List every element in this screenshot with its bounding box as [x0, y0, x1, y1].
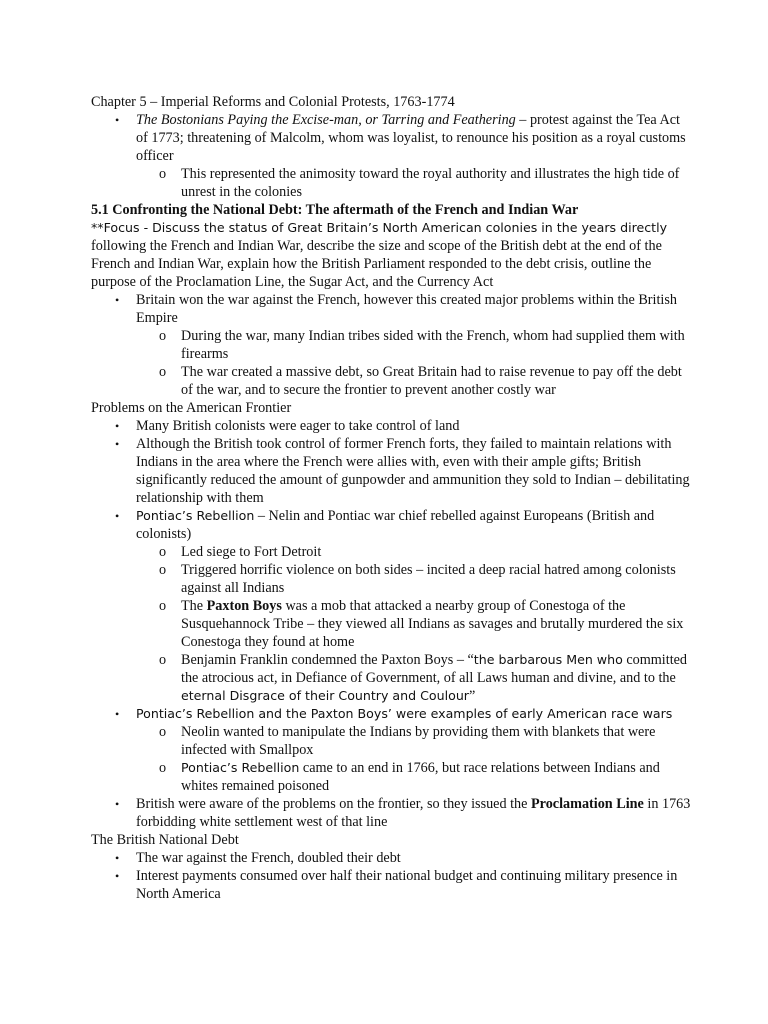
sub-list-item-text: The [181, 598, 207, 614]
section-list-2 [91, 417, 691, 831]
document-page [91, 93, 691, 903]
sub-list-item-text: The war created a massive debt, so Great Britain had to raise revenue to pay off the debt of the war, and to secure the frontier to prevent another costly war [181, 364, 682, 398]
list-item-text: in 1763 forbidding white settlement west of that line [136, 796, 691, 830]
sub-list-item-text: Led siege to Fort Detroit [181, 544, 322, 560]
section-list-1 [91, 291, 691, 399]
list-item-text: Although the British took control of former French forts, they failed to maintain relations with Indians in the area where the French were allies with, even with their ample gifts; British significantly reduced the amount of gunpowder and ammunition they sold to Indian – debilitating relationship with them [136, 436, 690, 506]
list-item [91, 705, 691, 723]
list-item [91, 507, 691, 543]
focus-lead: **Focus - Discuss the status of Great Britain’s North American colonies in the years directly [91, 220, 668, 235]
sub-list-item [91, 561, 691, 597]
circle-bullet-icon: o [159, 652, 167, 668]
list-item-text: The war against the French, doubled their debt [136, 850, 401, 866]
circle-bullet-icon: o [159, 364, 167, 380]
sub-list-item-text: Benjamin Franklin condemned the Paxton Boys – “ [181, 652, 474, 668]
sub-list-item [91, 327, 691, 363]
circle-bullet-icon: o [159, 724, 167, 740]
artwork-title: The Bostonians Paying the Excise-man, or Tarring and Feathering [136, 112, 516, 128]
bullet-icon: • [115, 869, 120, 883]
list-item [91, 435, 691, 507]
list-item-text: – Nelin and Pontiac war chief rebelled against Europeans (British and colonists) [136, 508, 655, 542]
circle-bullet-icon: o [159, 544, 167, 560]
focus-paragraph [91, 219, 691, 291]
list-item [91, 111, 691, 165]
bullet-icon: • [115, 113, 120, 127]
sub-list-item [91, 165, 691, 201]
sub-list-item-text: During the war, many Indian tribes sided with the French, whom had supplied them with firearms [181, 328, 685, 362]
focus-text: following the French and Indian War, describe the size and scope of the British debt at the end of the French and Indian War, explain how the British Parliament responded to the debt crisis, outline the purpose of the Proclamation Line, the Sugar Act, and the Currency Act [91, 238, 662, 290]
circle-bullet-icon: o [159, 328, 167, 344]
circle-bullet-icon: o [159, 598, 167, 614]
list-item-text: Britain won the war against the French, however this created major problems within the British Empire [136, 292, 677, 326]
sub-list-item [91, 597, 691, 651]
circle-bullet-icon: o [159, 760, 167, 776]
bullet-icon: • [115, 419, 120, 433]
subheading-national-debt: The British National Debt [91, 832, 239, 848]
list-item-text: Pontiac’s Rebellion and the Paxton Boys’ were examples of early American race wars [136, 706, 673, 721]
sub-list-item-text: came to an end in 1766, but race relations between Indians and whites remained poisoned [181, 760, 660, 794]
sub-list-item [91, 723, 691, 759]
sub-list-item-text: This represented the animosity toward the royal authority and illustrates the high tide of unrest in the colonies [181, 166, 680, 200]
sub-list-item [91, 543, 691, 561]
quote-part: the barbarous Men who [473, 652, 623, 667]
bullet-icon: • [115, 509, 120, 523]
list-item-text: – protest against the Tea Act of 1773; threatening of Malcolm, whom was loyalist, to renounce his position as a royal customs officer [136, 112, 686, 164]
pontiac-rebellion-term: Pontiac’s Rebellion [136, 508, 255, 523]
list-item [91, 795, 691, 831]
chapter-title: Chapter 5 – Imperial Reforms and Colonial Protests, 1763-1774 [91, 94, 455, 110]
bullet-icon: • [115, 851, 120, 865]
intro-list [91, 111, 691, 201]
list-item [91, 291, 691, 327]
sub-list-item [91, 363, 691, 399]
bullet-icon: • [115, 797, 120, 811]
proclamation-line-term: Proclamation Line [531, 796, 644, 812]
sub-list-item-text: Neolin wanted to manipulate the Indians by providing them with blankets that were infected with Smallpox [181, 724, 656, 758]
section-heading: 5.1 Confronting the National Debt: The aftermath of the French and Indian War [91, 202, 579, 218]
section-list-3 [91, 849, 691, 903]
circle-bullet-icon: o [159, 166, 167, 182]
sub-list-item [91, 759, 691, 795]
quote-part: eternal Disgrace of their Country and Coulour [181, 688, 469, 703]
sub-list-item-text: Triggered horrific violence on both sides – incited a deep racial hatred among colonists against all Indians [181, 562, 676, 596]
bullet-icon: • [115, 707, 120, 721]
list-item-text: Many British colonists were eager to take control of land [136, 418, 460, 434]
bullet-icon: • [115, 293, 120, 307]
list-item-text: Interest payments consumed over half their national budget and continuing military presence in North America [136, 868, 678, 902]
list-item [91, 849, 691, 867]
circle-bullet-icon: o [159, 562, 167, 578]
list-item [91, 867, 691, 903]
sub-list-item-text: was a mob that attacked a nearby group of Conestoga of the Susquehannock Tribe – they viewed all Indians as savages and brutally murdered the six Conestoga they found at home [181, 598, 684, 650]
subheading-frontier: Problems on the American Frontier [91, 400, 292, 416]
list-item [91, 417, 691, 435]
quote-end: ” [468, 688, 476, 704]
list-item-text: British were aware of the problems on the frontier, so they issued the [136, 796, 531, 812]
pontiac-rebellion-term: Pontiac’s Rebellion [181, 760, 300, 775]
sub-list-item [91, 651, 691, 705]
quote-part: committed the atrocious act, in Defiance of Government, of all Laws human and divine, and to the [181, 652, 688, 686]
paxton-boys-term: Paxton Boys [206, 598, 282, 614]
bullet-icon: • [115, 437, 120, 451]
